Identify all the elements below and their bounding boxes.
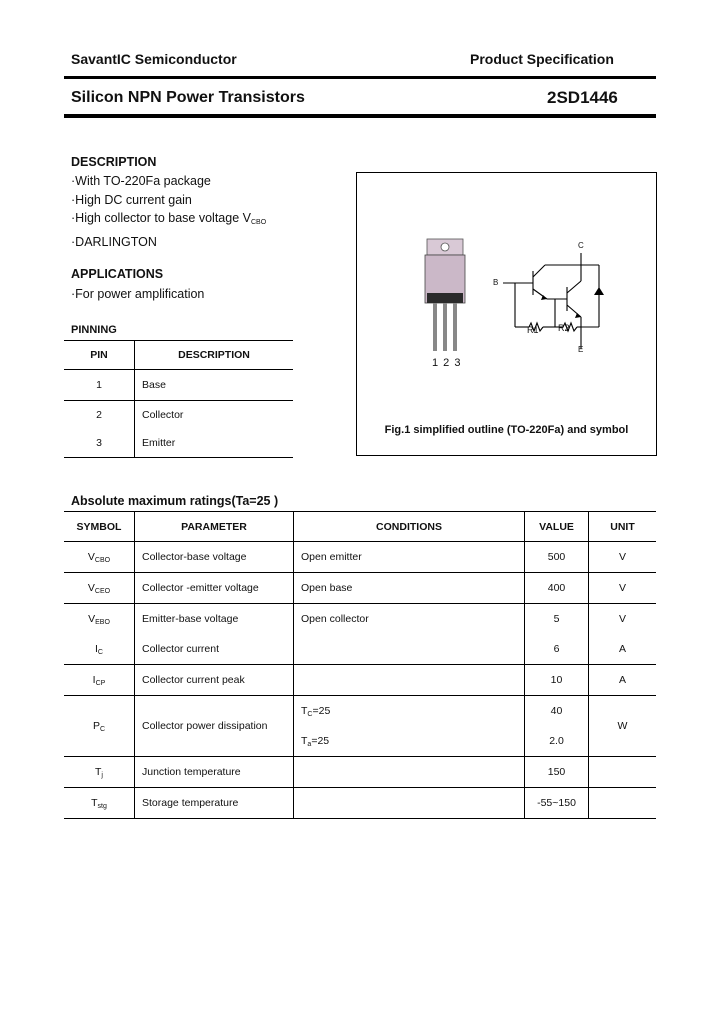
table-header-row — [64, 512, 656, 542]
label-collector: C — [578, 241, 584, 250]
unit-cell: V — [618, 613, 626, 625]
col-conditions: CONDITIONS — [294, 512, 525, 542]
symbol-cell — [64, 573, 135, 604]
condition-subscript: a — [307, 740, 312, 748]
parameter-cell: Storage temperature — [135, 788, 294, 819]
pin-description: Collector — [135, 401, 294, 430]
table-row — [64, 757, 656, 788]
unit-cell: V — [618, 551, 626, 563]
unit-cell — [589, 788, 657, 819]
condition-symbol: T — [301, 704, 308, 717]
symbol-cell — [64, 788, 135, 819]
description-item — [71, 209, 266, 233]
pin-number: 1 — [64, 370, 135, 401]
part-number: 2SD1446 — [547, 88, 618, 107]
symbol-cell — [64, 696, 135, 757]
table-row — [64, 429, 293, 458]
parameter-cell: Collector power dissipation — [135, 696, 294, 757]
value-cell: 150 — [525, 757, 589, 788]
table-row — [64, 401, 293, 430]
description-item: ·With TO-220Fa package — [71, 174, 211, 188]
description-heading: DESCRIPTION — [71, 155, 157, 169]
header-rule-top — [64, 76, 656, 79]
figure-caption: Fig.1 simplified outline (TO-220Fa) and symbol — [384, 424, 629, 436]
pinning-table — [64, 340, 293, 458]
table-row — [64, 665, 656, 696]
label-base: B — [493, 278, 499, 287]
value-cell: 5 — [525, 604, 589, 635]
parameter-cell: Collector current peak — [135, 665, 294, 696]
pin-description: Base — [142, 379, 166, 391]
condition-subscript: C — [307, 710, 313, 718]
condition-text: =25 — [311, 734, 330, 747]
unit-cell: A — [618, 674, 626, 686]
description-list — [71, 172, 266, 252]
value-cell: 40 — [525, 696, 589, 727]
unit-cell: V — [618, 582, 626, 594]
unit-cell: A — [618, 643, 626, 655]
ratings-heading: Absolute maximum ratings(Ta=25 ) — [71, 494, 279, 508]
symbol-subscript: C — [97, 648, 103, 656]
symbol-subscript: CEO — [94, 587, 111, 595]
condition-text: =25 — [312, 704, 331, 717]
parameter-cell: Collector -emitter voltage — [135, 573, 294, 604]
table-row — [64, 634, 656, 665]
company-name: SavantIC Semiconductor — [71, 51, 237, 67]
doc-type: Product Specification — [470, 51, 614, 67]
pin-description: Emitter — [135, 429, 294, 458]
symbol-cell — [64, 634, 135, 665]
label-r1: R1 — [527, 325, 539, 335]
conditions-cell — [294, 726, 525, 757]
value-cell: 500 — [525, 542, 589, 573]
label-r2: R2 — [558, 323, 570, 333]
symbol-subscript: j — [101, 771, 103, 779]
col-pin: PIN — [64, 341, 135, 370]
symbol-cell — [64, 757, 135, 788]
conditions-cell: Open emitter — [294, 542, 525, 573]
applications-heading: APPLICATIONS — [71, 267, 164, 281]
symbol-cell — [64, 542, 135, 573]
conditions-cell — [294, 634, 525, 665]
pin-number: 3 — [64, 429, 135, 458]
conditions-cell — [294, 757, 525, 788]
symbol: I — [92, 673, 96, 686]
conditions-cell: Open base — [294, 573, 525, 604]
darlington-symbol — [493, 243, 613, 358]
to220-package-image — [417, 235, 477, 355]
symbol-subscript: stg — [97, 802, 107, 810]
header-rule-bottom — [64, 114, 656, 118]
col-parameter: PARAMETER — [135, 512, 294, 542]
label-emitter: E — [578, 345, 584, 354]
col-value: VALUE — [525, 512, 589, 542]
symbol-subscript: CBO — [94, 556, 111, 564]
symbol: V — [88, 612, 96, 625]
symbol-subscript: CP — [95, 679, 106, 687]
condition-symbol: T — [301, 734, 308, 747]
product-line: Silicon NPN Power Transistors — [71, 89, 305, 106]
application-item: ·For power amplification — [71, 287, 205, 301]
symbol-cell — [64, 665, 135, 696]
description-item: ·High DC current gain — [71, 192, 192, 207]
unit-cell — [589, 757, 657, 788]
description-item: ·DARLINGTON — [71, 235, 157, 250]
pin-numbers-label: 1 2 3 — [432, 357, 462, 369]
table-row — [64, 542, 656, 573]
conditions-cell: Open collector — [294, 604, 525, 635]
conditions-cell — [294, 788, 525, 819]
parameter-cell: Emitter-base voltage — [135, 604, 294, 635]
table-row — [64, 604, 656, 635]
table-header-row — [64, 341, 293, 370]
table-row — [64, 788, 656, 819]
value-cell: -55~150 — [525, 788, 589, 819]
symbol: T — [91, 796, 98, 809]
symbol-subscript: C — [99, 725, 106, 733]
col-description: DESCRIPTION — [135, 341, 294, 370]
value-cell: 400 — [525, 573, 589, 604]
figure-box — [356, 172, 657, 456]
symbol-subscript: EBO — [95, 618, 110, 626]
unit-cell: W — [589, 696, 657, 757]
col-unit: UNIT — [610, 520, 635, 533]
conditions-cell — [294, 665, 525, 696]
value-cell: 6 — [525, 634, 589, 665]
table-row — [64, 696, 656, 727]
symbol: I — [95, 642, 98, 655]
conditions-cell — [294, 696, 525, 727]
ratings-table — [64, 511, 656, 819]
symbol: T — [95, 765, 102, 778]
value-cell: 2.0 — [525, 726, 589, 757]
value-cell: 10 — [525, 665, 589, 696]
description-item-text: ·High collector to base voltage V — [71, 211, 251, 226]
col-symbol: SYMBOL — [64, 512, 135, 542]
parameter-cell: Junction temperature — [135, 757, 294, 788]
parameter-cell: Collector current — [135, 634, 294, 665]
symbol: V — [87, 550, 95, 563]
symbol: V — [87, 581, 95, 594]
pin-number: 2 — [64, 401, 135, 430]
parameter-cell: Collector-base voltage — [135, 542, 294, 573]
symbol-cell — [64, 604, 135, 635]
pinning-heading: PINNING — [71, 324, 117, 336]
table-row — [64, 573, 656, 604]
symbol: P — [92, 719, 100, 732]
vcbo-subscript: CBO — [250, 219, 267, 227]
table-row — [64, 370, 293, 401]
